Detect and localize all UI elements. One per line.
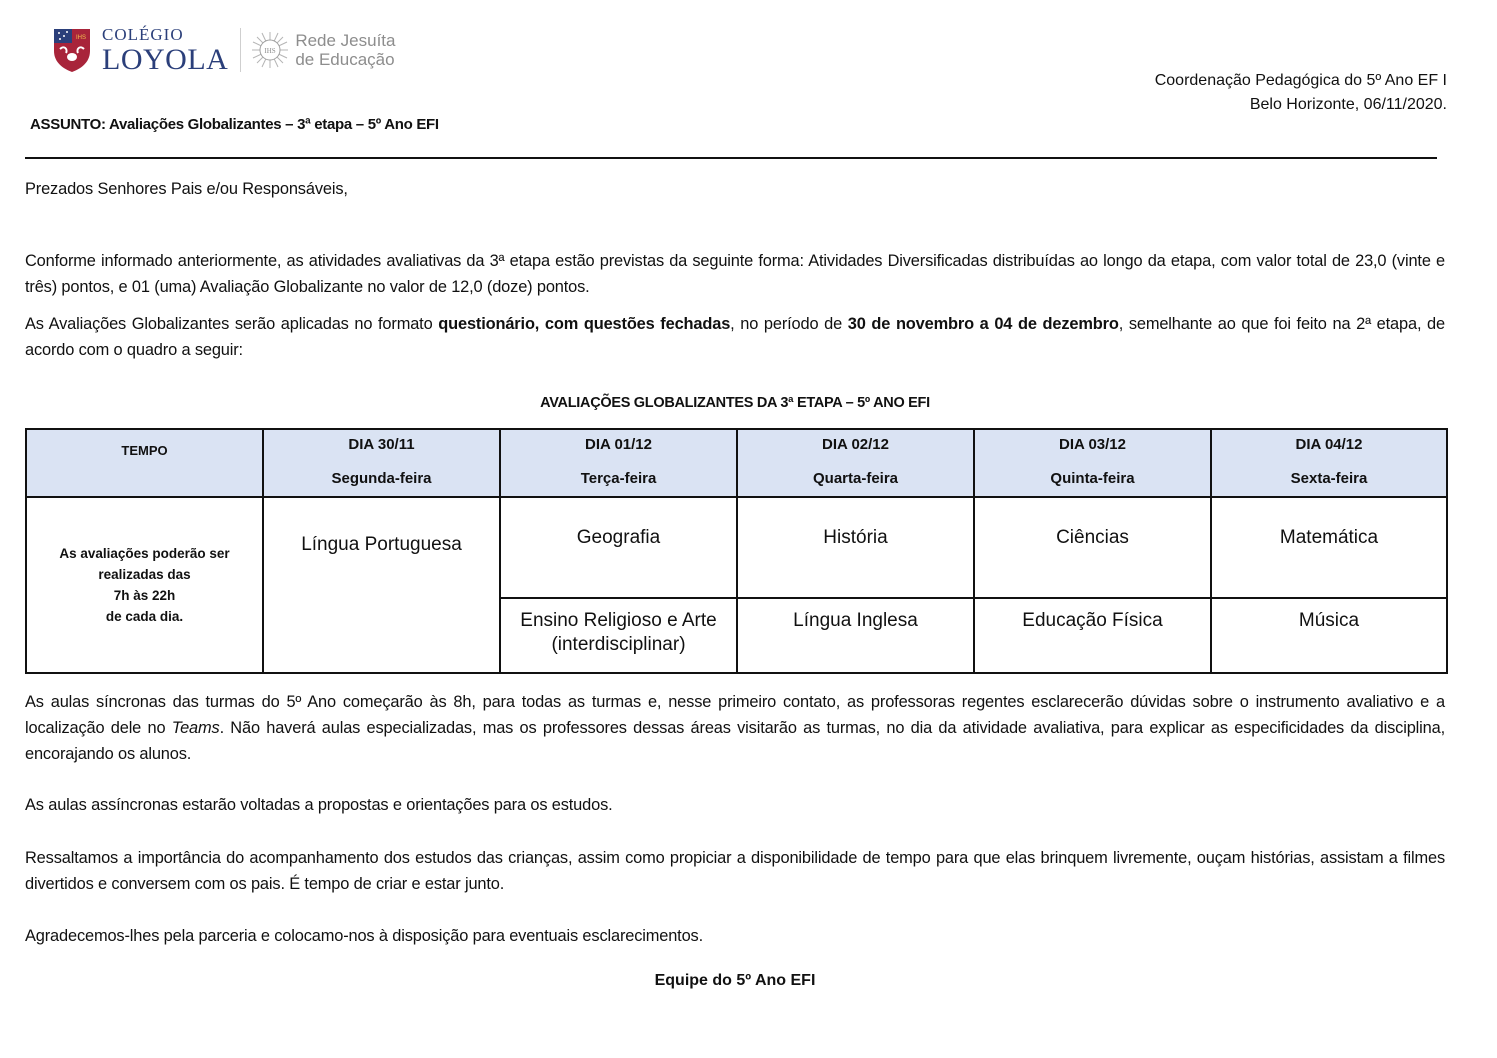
school-name bbox=[102, 26, 228, 75]
subject-name: Língua Inglesa bbox=[793, 610, 918, 631]
place-date: Belo Horizonte, 06/11/2020. bbox=[1249, 96, 1447, 113]
header-logos bbox=[52, 24, 396, 76]
schedule-table bbox=[25, 428, 1448, 674]
text-run: , semelhante ao que foi feito na 2ª etapa, de acordo com o quadro a seguir: bbox=[25, 315, 1445, 359]
sender-block bbox=[1155, 69, 1447, 117]
jesuit-seal-icon bbox=[251, 31, 289, 69]
day-weekday: Sexta-feira bbox=[1290, 470, 1368, 487]
subject-line: ASSUNTO: Avaliações Globalizantes – 3ª etapa – 5º Ano EFI bbox=[30, 116, 439, 133]
subject-cell bbox=[974, 497, 1211, 598]
tempo-cell bbox=[26, 497, 263, 673]
subject-cell bbox=[500, 598, 737, 673]
subject-cell bbox=[737, 497, 974, 598]
text-run: As Avaliações Globalizantes serão aplicadas no formato bbox=[25, 315, 439, 333]
tempo-line: 7h às 22h bbox=[113, 588, 176, 603]
tempo-line: As avaliações poderão ser bbox=[59, 546, 230, 561]
paragraph-thanks: Agradecemos-lhes pela parceria e colocamo-nos à disposição para eventuais esclarecimentos. bbox=[25, 927, 704, 945]
subject-cell bbox=[737, 598, 974, 673]
signature: Equipe do 5º Ano EFI bbox=[654, 972, 816, 989]
horizontal-rule bbox=[25, 157, 1437, 159]
subject-name: Matemática bbox=[1279, 527, 1379, 548]
school-name-line1: COLÉGIO bbox=[102, 24, 184, 44]
subject-name: Língua Portuguesa bbox=[301, 534, 462, 555]
day-date: DIA 30/11 bbox=[348, 436, 415, 453]
day-date: DIA 03/12 bbox=[1059, 436, 1126, 453]
day-weekday: Quinta-feira bbox=[1050, 470, 1135, 487]
network-name bbox=[295, 31, 395, 69]
text-run-bold: questionário, com questões fechadas bbox=[438, 315, 731, 333]
column-header-day bbox=[1211, 429, 1447, 497]
paragraph-format bbox=[25, 311, 1445, 363]
paragraph-sync-classes bbox=[25, 689, 1445, 767]
text-run: As aulas síncronas das turmas do 5º Ano começarão às 8h, para todas as turmas e, nesse primeiro contato, as professoras regentes esclarecerão dúvidas sobre o instrumento avaliativo e a localização dele no bbox=[25, 693, 1445, 737]
subject-name: Geografia bbox=[576, 527, 661, 548]
subject-cell bbox=[1211, 598, 1447, 673]
school-name-line2: LOYOLA bbox=[102, 42, 229, 76]
column-header-day bbox=[500, 429, 737, 497]
column-header-day bbox=[263, 429, 500, 497]
table-title: AVALIAÇÕES GLOBALIZANTES DA 3ª ETAPA – 5º ANO EFI bbox=[540, 395, 930, 411]
tempo-line: realizadas das bbox=[98, 567, 191, 582]
subject-name: História bbox=[823, 527, 888, 548]
subject-cell bbox=[974, 598, 1211, 673]
day-date: DIA 01/12 bbox=[585, 436, 652, 453]
day-date: DIA 02/12 bbox=[822, 436, 889, 453]
day-date: DIA 04/12 bbox=[1295, 436, 1363, 453]
subject-cell bbox=[1211, 497, 1447, 598]
table-header-row bbox=[26, 429, 1447, 497]
column-header-day bbox=[974, 429, 1211, 497]
column-header-tempo bbox=[26, 429, 263, 497]
text-run-italic: Teams bbox=[171, 719, 220, 737]
greeting: Prezados Senhores Pais e/ou Responsáveis, bbox=[25, 180, 348, 198]
table-row bbox=[26, 497, 1447, 598]
day-weekday: Terça-feira bbox=[580, 470, 657, 487]
text-run: , no período de bbox=[730, 315, 848, 333]
tempo-line: de cada dia. bbox=[105, 609, 184, 624]
paragraph-grading: Conforme informado anteriormente, as atividades avaliativas da 3ª etapa estão previstas da seguinte forma: Atividades Diversificadas distribuídas ao longo da etapa, com valor total de 23,0 (vinte e três) pontos, e 01 (uma) Avaliação Globalizante no valor de 12,0 (doze) pontos. bbox=[25, 252, 1445, 296]
logo-divider bbox=[240, 28, 241, 72]
school-shield-logo bbox=[52, 27, 92, 73]
network-name-line1: Rede Jesuíta bbox=[295, 31, 396, 50]
text-run-bold: 30 de novembro a 04 de dezembro bbox=[847, 315, 1119, 333]
column-header-day bbox=[737, 429, 974, 497]
svg-text:IHS: IHS bbox=[264, 47, 276, 55]
paragraph-async-classes: As aulas assíncronas estarão voltadas a propostas e orientações para os estudos. bbox=[25, 796, 613, 814]
subject-cell bbox=[500, 497, 737, 598]
day-weekday: Segunda-feira bbox=[331, 470, 432, 487]
tempo-label: TEMPO bbox=[121, 442, 168, 458]
subject-name: Ciências bbox=[1056, 527, 1129, 548]
svg-text:IHS: IHS bbox=[75, 35, 87, 41]
day-weekday: Quarta-feira bbox=[812, 470, 899, 487]
subject-name: Música bbox=[1298, 610, 1360, 631]
subject-name: Ensino Religioso e Arte (interdisciplinar) bbox=[520, 610, 717, 655]
network-name-line2: de Educação bbox=[295, 50, 395, 69]
subject-cell bbox=[263, 497, 500, 673]
coordination-line: Coordenação Pedagógica do 5º Ano EF I bbox=[1154, 72, 1447, 89]
paragraph-support: Ressaltamos a importância do acompanhamento dos estudos das crianças, assim como propiciar a disponibilidade de tempo para que elas brinquem livremente, ouçam histórias, assistam a filmes divertidos e conversem com os pais. É tempo de criar e estar junto. bbox=[25, 849, 1445, 893]
subject-name: Educação Física bbox=[1022, 610, 1163, 631]
text-run: . Não haverá aulas especializadas, mas os professores dessas áreas visitarão as turmas, no dia da atividade avaliativa, para explicar as especificidades da disciplina, encorajando os alunos. bbox=[25, 719, 1445, 763]
